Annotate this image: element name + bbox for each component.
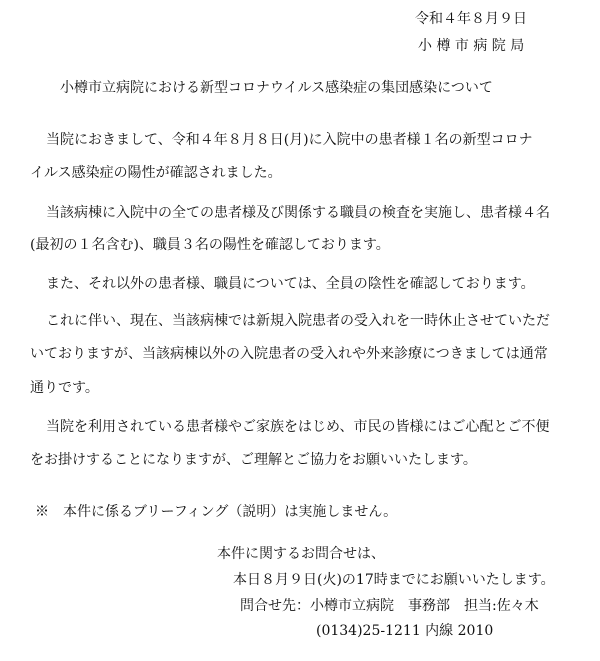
contact-deadline: 本日８月９日(火)の17時までにお願いいたします。	[233, 572, 555, 588]
paragraph-4-line-2: いておりますが、当該病棟以外の入院患者の受入れや外来診療につきましては通常	[30, 346, 548, 362]
paragraph-4-line-1: これに伴い、現在、当該病棟では新規入院患者の受入れを一時休止させていただ	[46, 313, 550, 329]
contact-phone: (0134)25-1211 内線 2010	[316, 623, 494, 639]
document-title: 小樽市立病院における新型コロナウイルス感染症の集団感染について	[60, 80, 493, 96]
issuer-name: 小 樽 市 病 院 局	[418, 38, 525, 54]
paragraph-1-line-2: イルス感染症の陽性が確認されました。	[30, 165, 282, 181]
paragraph-4-line-3: 通りです。	[30, 380, 99, 396]
paragraph-3-line-1: また、それ以外の患者様、職員については、全員の陰性を確認しております。	[46, 276, 535, 292]
paragraph-5-line-1: 当院を利用されている患者様やご家族をはじめ、市民の皆様にはご心配とご不便	[46, 419, 550, 435]
issue-date: 令和４年８月９日	[415, 11, 527, 27]
paragraph-5-line-2: をお掛けすることになりますが、ご理解とご協力をお願いいたします。	[30, 452, 477, 468]
paragraph-2-line-1: 当該病棟に入院中の全ての患者様及び関係する職員の検査を実施し、患者様４名	[46, 205, 550, 221]
contact-person: 問合せ先：小樽市立病院 事務部 担当:佐々木	[240, 598, 539, 614]
paragraph-1-line-1: 当院におきまして、令和４年８月８日(月)に入院中の患者様１名の新型コロナ	[46, 132, 533, 148]
contact-intro: 本件に関するお問合せは、	[217, 546, 385, 562]
paragraph-2-line-2: (最初の１名含む)、職員３名の陽性を確認しております。	[30, 237, 390, 253]
briefing-note: ※ 本件に係るブリーフィング（説明）は実施しません。	[35, 504, 398, 520]
